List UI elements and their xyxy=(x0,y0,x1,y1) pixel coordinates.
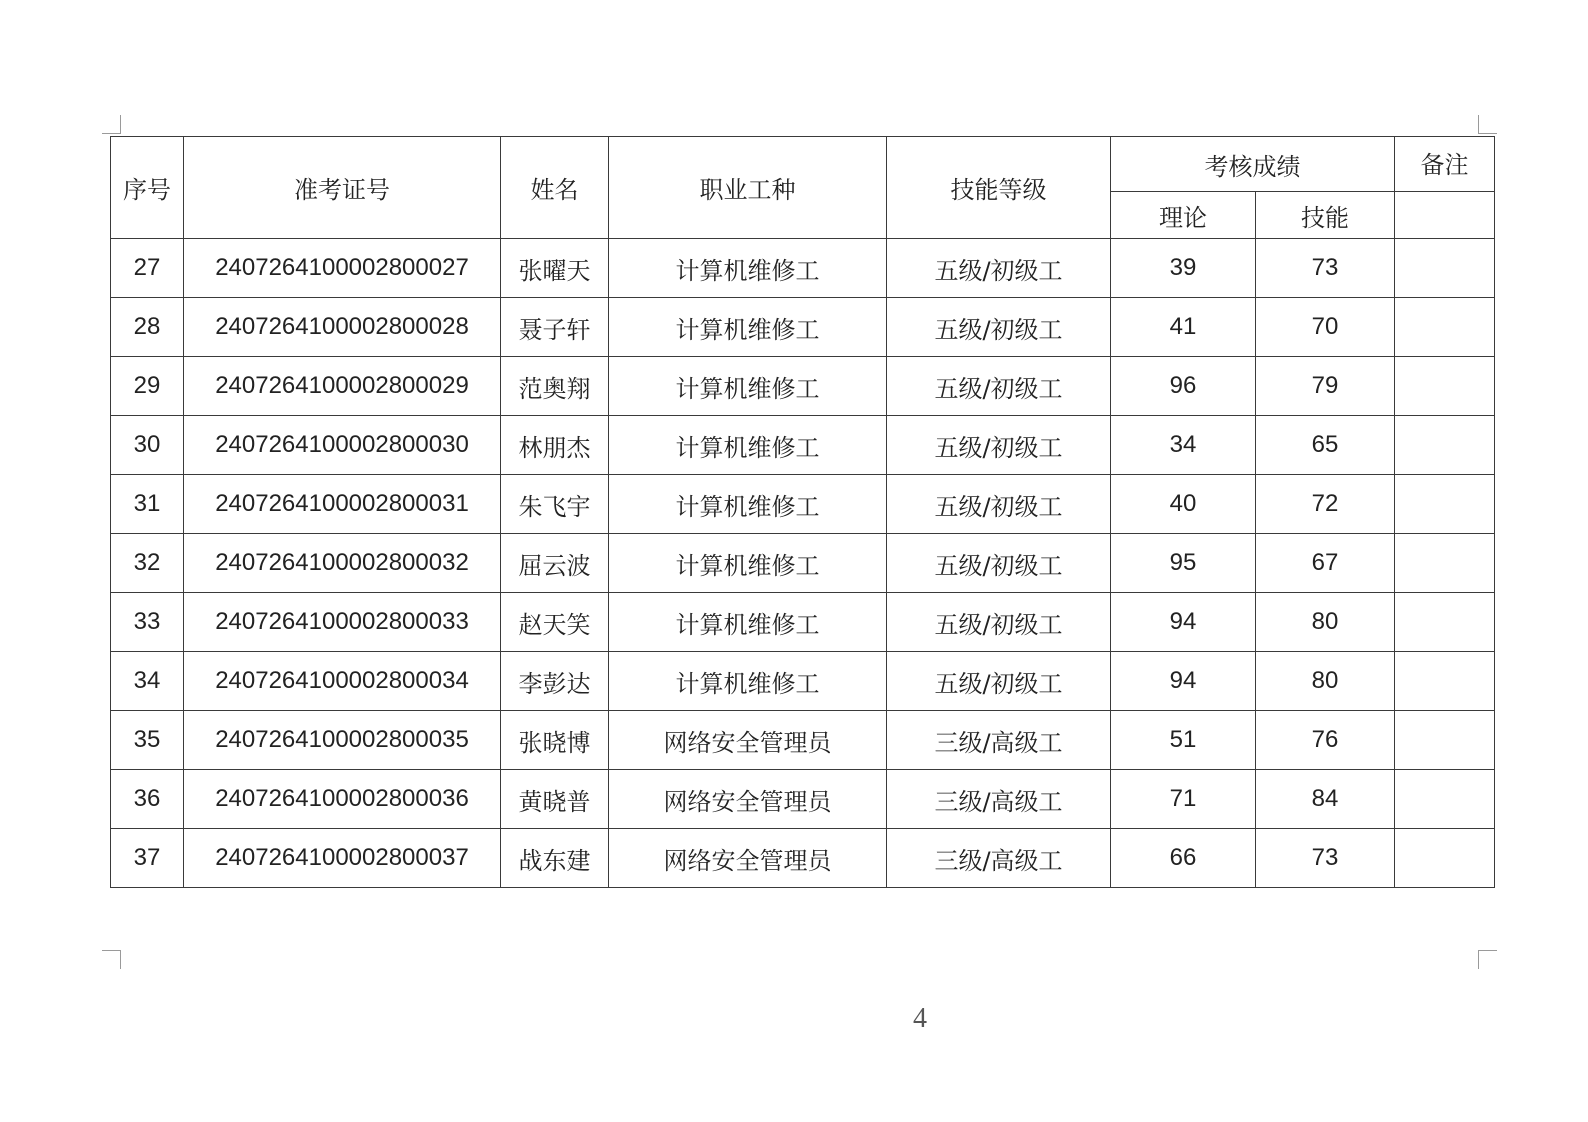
cell-theory-score: 94 xyxy=(1111,652,1256,711)
table-row xyxy=(111,357,1495,416)
score-table xyxy=(110,136,1495,888)
cell-skill-score: 84 xyxy=(1256,770,1395,829)
cell-name: 战东建 xyxy=(501,829,609,888)
header-skill: 技能 xyxy=(1256,192,1395,239)
cell-skill-score: 76 xyxy=(1256,711,1395,770)
cell-seq: 37 xyxy=(111,829,184,888)
cell-theory-score: 34 xyxy=(1111,416,1256,475)
cell-theory-score: 66 xyxy=(1111,829,1256,888)
table-row xyxy=(111,711,1495,770)
cell-remark xyxy=(1395,239,1495,298)
cell-seq: 36 xyxy=(111,770,184,829)
cell-remark xyxy=(1395,475,1495,534)
header-score-group: 考核成绩 xyxy=(1111,137,1395,192)
header-occupation: 职业工种 xyxy=(609,137,887,239)
cell-occupation: 计算机维修工 xyxy=(609,534,887,593)
cell-theory-score: 94 xyxy=(1111,593,1256,652)
header-theory: 理论 xyxy=(1111,192,1256,239)
table-row xyxy=(111,770,1495,829)
cell-exam-id: 2407264100002800037 xyxy=(184,829,501,888)
cell-exam-id: 2407264100002800034 xyxy=(184,652,501,711)
cell-skill-score: 65 xyxy=(1256,416,1395,475)
table-body xyxy=(111,239,1495,888)
cell-level: 五级/初级工 xyxy=(887,593,1111,652)
cell-occupation: 网络安全管理员 xyxy=(609,770,887,829)
cell-occupation: 计算机维修工 xyxy=(609,239,887,298)
cell-level: 三级/高级工 xyxy=(887,711,1111,770)
cell-remark xyxy=(1395,652,1495,711)
cell-name: 林朋杰 xyxy=(501,416,609,475)
table-row xyxy=(111,298,1495,357)
cell-seq: 33 xyxy=(111,593,184,652)
cell-seq: 29 xyxy=(111,357,184,416)
table-row xyxy=(111,829,1495,888)
crop-mark-top-left xyxy=(102,115,121,134)
cell-level: 五级/初级工 xyxy=(887,652,1111,711)
cell-remark xyxy=(1395,298,1495,357)
cell-skill-score: 79 xyxy=(1256,357,1395,416)
cell-remark xyxy=(1395,770,1495,829)
cell-occupation: 计算机维修工 xyxy=(609,357,887,416)
cell-level: 五级/初级工 xyxy=(887,357,1111,416)
cell-occupation: 计算机维修工 xyxy=(609,475,887,534)
cell-exam-id: 2407264100002800030 xyxy=(184,416,501,475)
cell-occupation: 计算机维修工 xyxy=(609,652,887,711)
cell-name: 黄晓普 xyxy=(501,770,609,829)
cell-skill-score: 72 xyxy=(1256,475,1395,534)
cell-exam-id: 2407264100002800029 xyxy=(184,357,501,416)
cell-skill-score: 67 xyxy=(1256,534,1395,593)
header-level: 技能等级 xyxy=(887,137,1111,239)
cell-exam-id: 2407264100002800033 xyxy=(184,593,501,652)
cell-remark xyxy=(1395,593,1495,652)
cell-theory-score: 40 xyxy=(1111,475,1256,534)
cell-name: 李彭达 xyxy=(501,652,609,711)
crop-mark-bottom-left xyxy=(102,950,121,969)
cell-name: 屈云波 xyxy=(501,534,609,593)
cell-seq: 28 xyxy=(111,298,184,357)
header-exam-id: 准考证号 xyxy=(184,137,501,239)
cell-theory-score: 95 xyxy=(1111,534,1256,593)
table-row xyxy=(111,534,1495,593)
table-row xyxy=(111,652,1495,711)
cell-name: 范奥翔 xyxy=(501,357,609,416)
cell-skill-score: 73 xyxy=(1256,829,1395,888)
cell-remark xyxy=(1395,534,1495,593)
cell-exam-id: 2407264100002800031 xyxy=(184,475,501,534)
header-seq: 序号 xyxy=(111,137,184,239)
cell-skill-score: 80 xyxy=(1256,593,1395,652)
cell-exam-id: 2407264100002800027 xyxy=(184,239,501,298)
cell-theory-score: 71 xyxy=(1111,770,1256,829)
cell-theory-score: 96 xyxy=(1111,357,1256,416)
cell-seq: 31 xyxy=(111,475,184,534)
cell-seq: 35 xyxy=(111,711,184,770)
header-remark: 备注 xyxy=(1395,137,1495,192)
cell-occupation: 网络安全管理员 xyxy=(609,829,887,888)
cell-name: 聂子轩 xyxy=(501,298,609,357)
crop-mark-top-right xyxy=(1478,115,1497,134)
cell-theory-score: 51 xyxy=(1111,711,1256,770)
cell-theory-score: 39 xyxy=(1111,239,1256,298)
cell-level: 三级/高级工 xyxy=(887,829,1111,888)
cell-occupation: 计算机维修工 xyxy=(609,298,887,357)
cell-name: 赵天笑 xyxy=(501,593,609,652)
cell-seq: 27 xyxy=(111,239,184,298)
cell-level: 五级/初级工 xyxy=(887,534,1111,593)
header-name: 姓名 xyxy=(501,137,609,239)
page-number: 4 xyxy=(913,1003,927,1034)
table-row xyxy=(111,239,1495,298)
cell-level: 五级/初级工 xyxy=(887,298,1111,357)
cell-level: 五级/初级工 xyxy=(887,239,1111,298)
cell-exam-id: 2407264100002800032 xyxy=(184,534,501,593)
cell-remark xyxy=(1395,829,1495,888)
cell-occupation: 计算机维修工 xyxy=(609,593,887,652)
cell-skill-score: 73 xyxy=(1256,239,1395,298)
cell-skill-score: 80 xyxy=(1256,652,1395,711)
table-row xyxy=(111,416,1495,475)
crop-mark-bottom-right xyxy=(1478,950,1497,969)
cell-seq: 30 xyxy=(111,416,184,475)
table-row xyxy=(111,475,1495,534)
cell-exam-id: 2407264100002800036 xyxy=(184,770,501,829)
cell-occupation: 网络安全管理员 xyxy=(609,711,887,770)
cell-name: 张晓博 xyxy=(501,711,609,770)
cell-remark xyxy=(1395,711,1495,770)
cell-remark xyxy=(1395,357,1495,416)
cell-remark xyxy=(1395,416,1495,475)
table-row xyxy=(111,593,1495,652)
cell-seq: 32 xyxy=(111,534,184,593)
cell-exam-id: 2407264100002800035 xyxy=(184,711,501,770)
cell-name: 朱飞宇 xyxy=(501,475,609,534)
cell-theory-score: 41 xyxy=(1111,298,1256,357)
cell-level: 五级/初级工 xyxy=(887,475,1111,534)
cell-seq: 34 xyxy=(111,652,184,711)
cell-level: 五级/初级工 xyxy=(887,416,1111,475)
header-remark-sub xyxy=(1395,192,1495,239)
cell-occupation: 计算机维修工 xyxy=(609,416,887,475)
cell-skill-score: 70 xyxy=(1256,298,1395,357)
cell-exam-id: 2407264100002800028 xyxy=(184,298,501,357)
cell-name: 张曜天 xyxy=(501,239,609,298)
cell-level: 三级/高级工 xyxy=(887,770,1111,829)
